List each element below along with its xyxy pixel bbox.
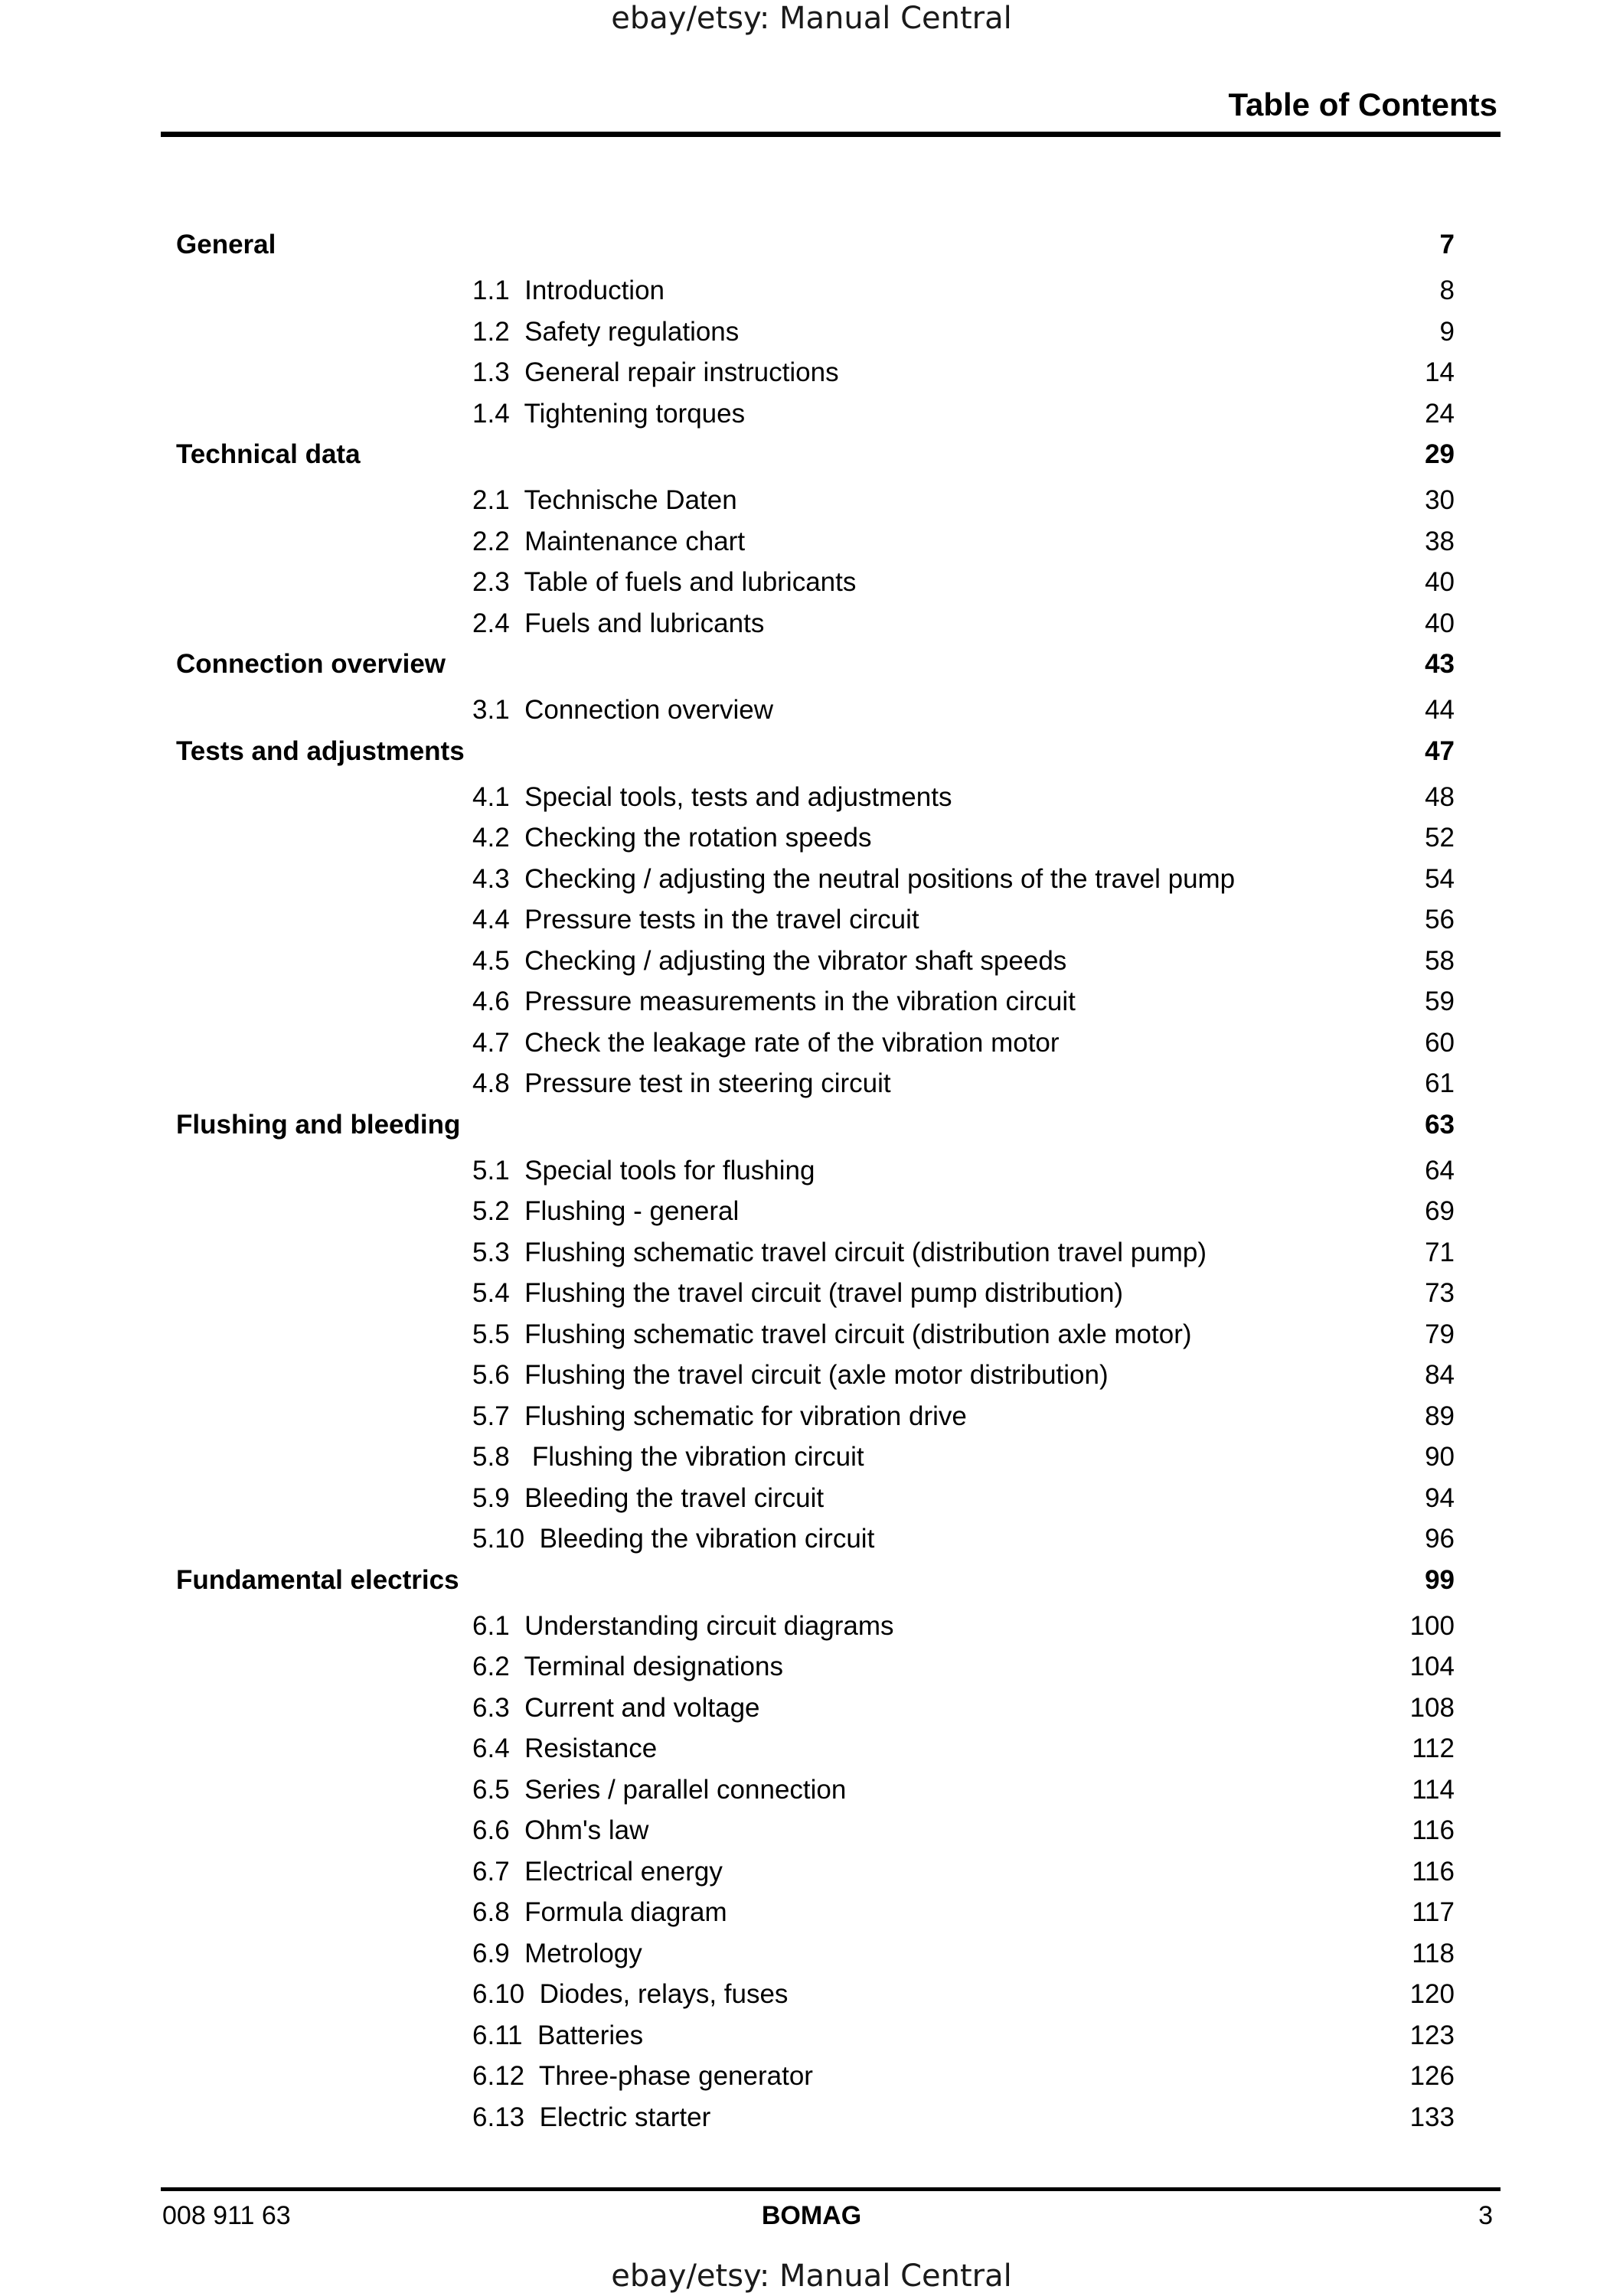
toc-entry-page: 117 [1412,1897,1455,1927]
toc-entry-page: 123 [1409,2020,1455,2050]
toc-entry-title: 4.4 Pressure tests in the travel circuit [472,905,919,934]
toc-entry-page: 40 [1425,608,1455,638]
toc-entry-page: 60 [1425,1027,1455,1058]
toc-entry[interactable] [0,2056,1623,2096]
footer-doc-number: 008 911 63 [162,2201,291,2230]
toc-entry-title: 5.10 Bleeding the vibration circuit [472,1524,875,1554]
toc-entry-title: 5.1 Special tools for flushing [472,1155,815,1186]
toc-entry-title: 6.12 Three-phase generator [472,2061,813,2091]
toc-entry-title: 5.8 Flushing the vibration circuit [472,1442,864,1472]
toc-entry-title: 2.2 Maintenance chart [472,526,746,556]
toc-entry-page: 38 [1425,526,1455,556]
toc-entry[interactable] [0,1729,1623,1769]
toc-entry[interactable] [0,1770,1623,1810]
toc-entry-page: 14 [1425,357,1455,387]
watermark-top: ebay/etsy: Manual Central [611,1,1012,36]
toc-entry-title: 1.2 Safety regulations [472,316,740,347]
toc-entry-page: 94 [1425,1482,1455,1513]
toc-entry[interactable] [0,1064,1623,1104]
toc-entry-title: 3.1 Connection overview [472,695,773,725]
toc-entry-title: 4.5 Checking / adjusting the vibrator shaft speeds [472,945,1067,976]
toc-entry[interactable] [0,1975,1623,2014]
toc-entry-title: 6.3 Current and voltage [472,1692,760,1723]
toc-section[interactable] [0,732,1623,771]
toc-entry-page: 84 [1425,1360,1455,1390]
toc-entry-title: 5.3 Flushing schematic travel circuit (distribution travel pump) [472,1237,1207,1267]
toc-entry-title: 6.5 Series / parallel connection [472,1774,847,1805]
toc-entry-page: 116 [1412,1815,1455,1845]
toc-entry[interactable] [0,900,1623,940]
toc-entry[interactable] [0,1437,1623,1477]
toc-entry-title: 2.3 Table of fuels and lubricants [472,567,857,597]
toc-entry-title: 1.4 Tightening torques [472,398,746,429]
toc-entry[interactable] [0,859,1623,899]
toc-entry[interactable] [0,1647,1623,1687]
toc-entry[interactable] [0,1023,1623,1063]
footer-rule [161,2187,1501,2191]
toc-entry[interactable] [0,353,1623,393]
toc-entry[interactable] [0,1192,1623,1231]
toc-entry-title: 6.8 Formula diagram [472,1897,727,1927]
toc-entry-page: 108 [1409,1692,1455,1723]
toc-section-title: Connection overview [176,649,446,679]
toc-entry[interactable] [0,1397,1623,1437]
toc-section-page: 99 [1425,1564,1455,1595]
toc-entry[interactable] [0,982,1623,1022]
toc-entry[interactable] [0,481,1623,520]
toc-section-title: Flushing and bleeding [176,1109,461,1140]
toc-section-title: Tests and adjustments [176,735,465,766]
toc-entry-page: 126 [1409,2061,1455,2091]
toc-section-title: Technical data [176,439,361,469]
toc-entry[interactable] [0,2016,1623,2056]
toc-entry-page: 100 [1409,1610,1455,1641]
toc-section[interactable] [0,435,1623,475]
toc-entry[interactable] [0,1811,1623,1851]
toc-entry-title: 1.1 Introduction [472,276,665,305]
toc-entry-page: 30 [1425,485,1455,515]
toc-entry[interactable] [0,1934,1623,1974]
toc-entry[interactable] [0,1355,1623,1395]
toc-entry-page: 40 [1425,567,1455,597]
toc-entry-title: 4.8 Pressure test in steering circuit [472,1068,891,1098]
toc-entry[interactable] [0,312,1623,352]
toc-entry[interactable] [0,690,1623,730]
toc-entry-page: 120 [1409,1979,1455,2009]
toc-entry[interactable] [0,1688,1623,1728]
toc-entry[interactable] [0,1151,1623,1191]
toc-entry-page: 24 [1425,398,1455,429]
toc-entry[interactable] [0,778,1623,817]
toc-entry-title: 4.6 Pressure measurements in the vibration circuit [472,987,1076,1016]
toc-entry-title: 6.11 Batteries [472,2020,644,2050]
toc-entry-title: 5.2 Flushing - general [472,1196,740,1226]
toc-section[interactable] [0,1105,1623,1145]
toc-entry-title: 5.6 Flushing the travel circuit (axle motor distribution) [472,1360,1109,1390]
toc-entry[interactable] [0,394,1623,434]
toc-entry-page: 56 [1425,905,1455,934]
toc-entry-title: 5.4 Flushing the travel circuit (travel pump distribution) [472,1278,1124,1308]
toc-entry-page: 104 [1409,1652,1455,1681]
toc-entry-page: 9 [1439,316,1455,347]
toc-section[interactable] [0,1561,1623,1600]
toc-entry-page: 114 [1412,1774,1455,1805]
toc-entry-title: 5.7 Flushing schematic for vibration drive [472,1401,967,1431]
toc-entry-page: 96 [1425,1524,1455,1554]
toc-entry-title: 6.13 Electric starter [472,2102,711,2132]
toc-entry-title: 6.10 Diodes, relays, fuses [472,1979,789,2009]
toc-entry-page: 71 [1425,1237,1455,1267]
toc-entry[interactable] [0,1315,1623,1355]
page-title: Table of Contents [1228,86,1497,122]
toc-entry[interactable] [0,818,1623,858]
toc-entry-page: 116 [1412,1856,1455,1887]
toc-entry[interactable] [0,271,1623,311]
toc-entry-page: 48 [1425,781,1455,812]
page-footer [0,2197,1623,2235]
toc-entry-page: 69 [1425,1196,1455,1226]
toc-entry-page: 58 [1425,945,1455,976]
toc-entry[interactable] [0,522,1623,562]
toc-entry-title: 6.4 Resistance [472,1733,658,1763]
toc-entry-page: 133 [1409,2102,1455,2132]
toc-entry-page: 89 [1425,1401,1455,1431]
toc-entry-page: 54 [1425,863,1455,894]
toc-entry[interactable] [0,2098,1623,2138]
toc-entry-title: 4.7 Check the leakage rate of the vibration motor [472,1027,1060,1058]
toc-entry-page: 64 [1425,1155,1455,1186]
toc-entry-title: 1.3 General repair instructions [472,357,839,387]
toc-entry[interactable] [0,1479,1623,1518]
toc-section-page: 7 [1439,230,1455,259]
toc-entry[interactable] [0,563,1623,602]
toc-section[interactable] [0,225,1623,265]
toc-entry-title: 5.5 Flushing schematic travel circuit (distribution axle motor) [472,1319,1192,1349]
toc-entry-page: 90 [1425,1442,1455,1472]
toc-section-title: General [176,230,276,259]
toc-entry[interactable] [0,1274,1623,1313]
toc-entry[interactable] [0,1519,1623,1559]
toc-entry-page: 59 [1425,987,1455,1016]
watermark-bottom: ebay/etsy: Manual Central [611,2258,1012,2294]
toc-entry-page: 118 [1412,1938,1455,1968]
toc-entry-title: 6.6 Ohm's law [472,1815,649,1845]
toc-entry-page: 73 [1425,1278,1455,1308]
toc-entry[interactable] [0,941,1623,981]
toc-entry-title: 4.2 Checking the rotation speeds [472,823,872,853]
footer-page-number: 3 [1478,2201,1493,2230]
toc-section-page: 43 [1425,649,1455,679]
toc-entry-title: 6.1 Understanding circuit diagrams [472,1610,894,1641]
toc-section-page: 29 [1425,439,1455,469]
toc-entry-page: 61 [1425,1068,1455,1098]
toc-entry-title: 5.9 Bleeding the travel circuit [472,1482,825,1513]
toc-section-page: 47 [1425,735,1455,766]
toc-entry-title: 4.1 Special tools, tests and adjustments [472,781,952,812]
toc-entry[interactable] [0,1852,1623,1892]
toc-entry-title: 6.7 Electrical energy [472,1856,723,1887]
toc-entry[interactable] [0,604,1623,644]
toc-entry-page: 112 [1412,1733,1455,1763]
toc-entry-title: 4.3 Checking / adjusting the neutral positions of the travel pump [472,863,1236,894]
toc-entry-page: 79 [1425,1319,1455,1349]
toc-section[interactable] [0,644,1623,684]
toc-entry[interactable] [0,1233,1623,1273]
toc-entry-page: 8 [1439,276,1455,305]
toc-entry-title: 6.9 Metrology [472,1938,642,1968]
toc-section-page: 63 [1425,1109,1455,1140]
toc-entry[interactable] [0,1606,1623,1646]
toc-section-title: Fundamental electrics [176,1564,459,1595]
toc-entry-title: 2.1 Technische Daten [472,485,737,515]
toc-entry[interactable] [0,1893,1623,1932]
toc-entry-page: 44 [1425,695,1455,725]
toc-entry-page: 52 [1425,823,1455,853]
toc-entry-title: 2.4 Fuels and lubricants [472,608,765,638]
toc-entry-title: 6.2 Terminal designations [472,1652,783,1681]
footer-brand: BOMAG [761,2201,862,2230]
